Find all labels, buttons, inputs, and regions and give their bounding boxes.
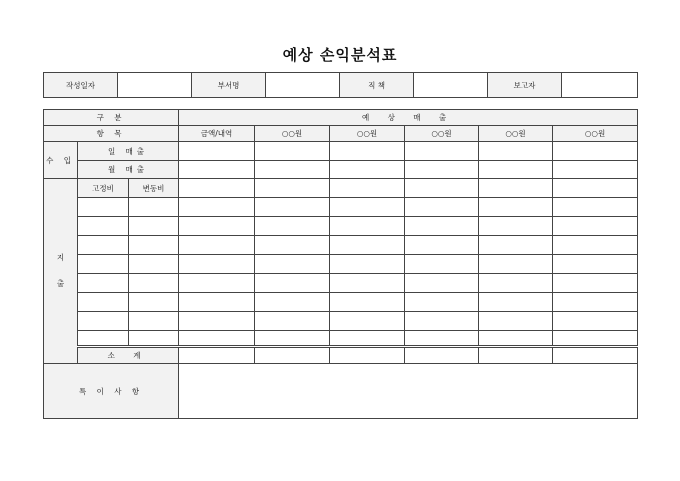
cell[interactable] <box>330 347 405 364</box>
cell[interactable] <box>129 217 179 236</box>
cell[interactable] <box>129 293 179 312</box>
date-label: 작성일자 <box>44 73 118 98</box>
cell[interactable] <box>330 217 405 236</box>
cell[interactable] <box>330 312 405 331</box>
cell[interactable] <box>255 331 330 347</box>
reporter-field[interactable] <box>562 73 638 98</box>
cell[interactable] <box>255 236 330 255</box>
cell[interactable] <box>405 161 479 179</box>
cell[interactable] <box>405 198 479 217</box>
position-label: 직 책 <box>340 73 414 98</box>
won-header-2: ○○원 <box>330 126 405 142</box>
cell[interactable] <box>330 179 405 198</box>
cell[interactable] <box>179 274 255 293</box>
won-header-5: ○○원 <box>553 126 638 142</box>
cell[interactable] <box>179 293 255 312</box>
cell[interactable] <box>405 255 479 274</box>
cell[interactable] <box>330 142 405 161</box>
cell[interactable] <box>255 161 330 179</box>
cell[interactable] <box>553 293 638 312</box>
cell[interactable] <box>330 236 405 255</box>
cell[interactable] <box>255 293 330 312</box>
cell[interactable] <box>553 161 638 179</box>
cell[interactable] <box>255 179 330 198</box>
fixed-cost-header: 고정비 <box>78 179 129 198</box>
subtotal-label: 소 계 <box>78 347 179 364</box>
cell[interactable] <box>405 179 479 198</box>
cell[interactable] <box>129 274 179 293</box>
cell[interactable] <box>129 312 179 331</box>
won-header-1: ○○원 <box>255 126 330 142</box>
cell[interactable] <box>479 293 553 312</box>
cell[interactable] <box>553 217 638 236</box>
remarks-label: 특 이 사 항 <box>44 364 179 419</box>
cell[interactable] <box>179 179 255 198</box>
cell[interactable] <box>330 293 405 312</box>
cell[interactable] <box>553 312 638 331</box>
cell[interactable] <box>179 198 255 217</box>
item-header: 항 목 <box>44 126 179 142</box>
income-label: 수 입 <box>44 142 78 179</box>
position-field[interactable] <box>414 73 488 98</box>
cell[interactable] <box>405 331 479 347</box>
cell[interactable] <box>255 142 330 161</box>
cell[interactable] <box>553 179 638 198</box>
remarks-field[interactable] <box>179 364 638 419</box>
cell[interactable] <box>255 255 330 274</box>
cell[interactable] <box>479 236 553 255</box>
cell[interactable] <box>78 331 129 347</box>
dept-label: 부서명 <box>192 73 266 98</box>
cell[interactable] <box>405 293 479 312</box>
won-header-4: ○○원 <box>479 126 553 142</box>
cell[interactable] <box>78 312 129 331</box>
dept-field[interactable] <box>266 73 340 98</box>
cell[interactable] <box>553 236 638 255</box>
category-header: 구 분 <box>44 110 179 126</box>
cell[interactable] <box>479 312 553 331</box>
cell[interactable] <box>330 331 405 347</box>
cell[interactable] <box>179 161 255 179</box>
cell[interactable] <box>255 312 330 331</box>
cell[interactable] <box>479 179 553 198</box>
cell[interactable] <box>330 255 405 274</box>
cell[interactable] <box>553 331 638 347</box>
cell[interactable] <box>78 255 129 274</box>
cell[interactable] <box>78 217 129 236</box>
cell[interactable] <box>330 274 405 293</box>
date-field[interactable] <box>118 73 192 98</box>
cell[interactable] <box>479 331 553 347</box>
cell[interactable] <box>129 331 179 347</box>
cell[interactable] <box>78 274 129 293</box>
amount-header: 금액/내역 <box>179 126 255 142</box>
cell[interactable] <box>179 142 255 161</box>
expense-label <box>44 179 78 364</box>
won-header-3: ○○원 <box>405 126 479 142</box>
cell[interactable] <box>255 347 330 364</box>
cell[interactable] <box>179 236 255 255</box>
cell[interactable] <box>405 236 479 255</box>
cell[interactable] <box>179 312 255 331</box>
cell[interactable] <box>179 255 255 274</box>
cell[interactable] <box>405 217 479 236</box>
cell[interactable] <box>479 255 553 274</box>
cell[interactable] <box>405 347 479 364</box>
cell[interactable] <box>255 274 330 293</box>
cell[interactable] <box>179 331 255 347</box>
cell[interactable] <box>553 142 638 161</box>
cell[interactable] <box>129 255 179 274</box>
expense-label-top: 지 <box>56 253 65 262</box>
cell[interactable] <box>78 293 129 312</box>
analysis-table <box>43 109 638 419</box>
cell[interactable] <box>179 217 255 236</box>
reporter-label: 보고자 <box>488 73 562 98</box>
cell[interactable] <box>405 312 479 331</box>
cell[interactable] <box>179 347 255 364</box>
cell[interactable] <box>255 217 330 236</box>
info-table <box>43 72 638 98</box>
cell[interactable] <box>553 255 638 274</box>
cell[interactable] <box>479 198 553 217</box>
daily-sales-label: 일 매출 <box>78 142 179 161</box>
cell[interactable] <box>405 274 479 293</box>
cell[interactable] <box>479 142 553 161</box>
cell[interactable] <box>479 347 553 364</box>
cell[interactable] <box>330 198 405 217</box>
monthly-sales-label: 월 매출 <box>78 161 179 179</box>
cell[interactable] <box>553 347 638 364</box>
cell[interactable] <box>255 198 330 217</box>
cell[interactable] <box>479 274 553 293</box>
expected-sales-header: 예 상 매 출 <box>179 110 638 126</box>
cell[interactable] <box>553 198 638 217</box>
cell[interactable] <box>78 236 129 255</box>
cell[interactable] <box>78 198 129 217</box>
cell[interactable] <box>479 217 553 236</box>
cell[interactable] <box>129 198 179 217</box>
document-title: 예상 손익분석표 <box>282 46 398 64</box>
cell[interactable] <box>553 274 638 293</box>
expense-label-bottom: 출 <box>56 279 65 288</box>
cell[interactable] <box>129 236 179 255</box>
cell[interactable] <box>405 142 479 161</box>
cell[interactable] <box>479 161 553 179</box>
variable-cost-header: 변동비 <box>129 179 179 198</box>
cell[interactable] <box>330 161 405 179</box>
